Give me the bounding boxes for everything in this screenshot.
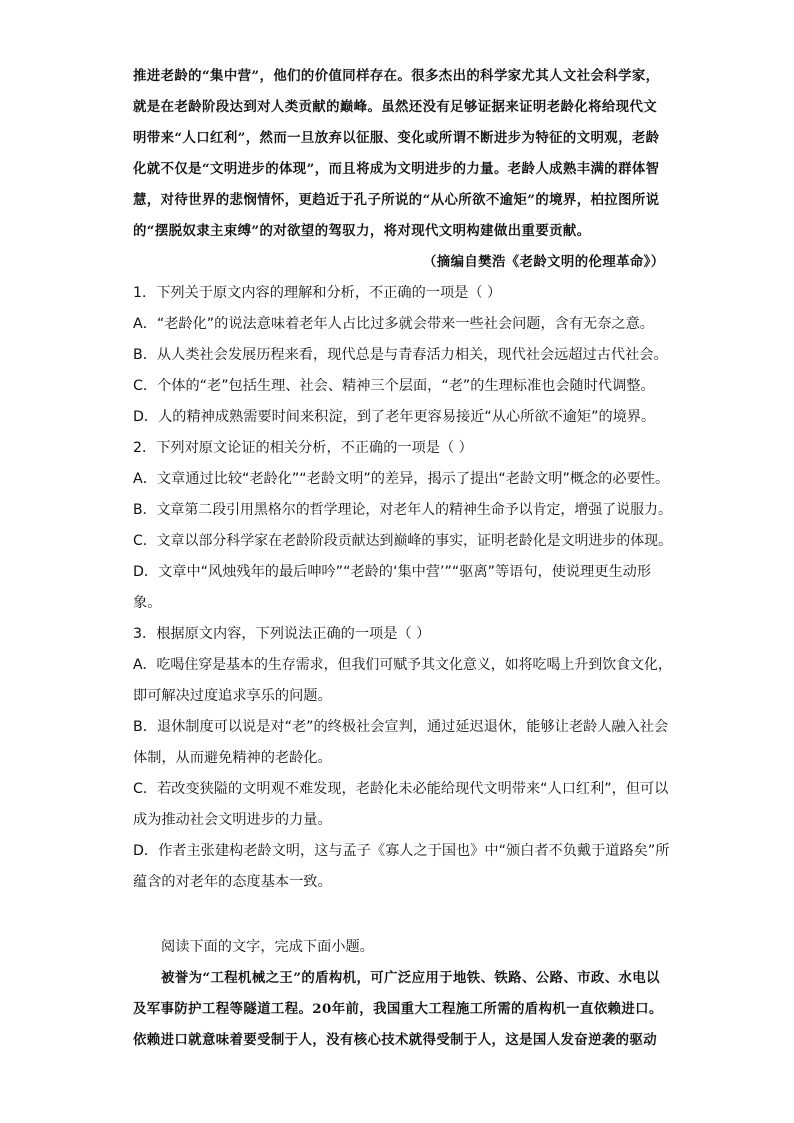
option-a: A．“老龄化”的说法意味着老年人占比过多就会带来一些社会问题，含有无奈之意。: [133, 316, 654, 332]
passage-line: 的“摆脱奴隶主束缚”的对欲望的驾驭力，将对现代文明构建做出重要贡献。: [133, 223, 591, 239]
option-d: D．作者主张建构老龄文明，这与孟子《寡人之于国也》中“颁白者不负戴于道路矣”所: [133, 843, 670, 859]
option-c: C．个体的“老”包括生理、社会、精神三个层面，“老”的生理标准也会随时代调整。: [133, 378, 655, 394]
option-b: B．文章第二段引用黑格尔的哲学理论，对老年人的精神生命予以肯定，增强了说服力。: [133, 502, 672, 518]
option-c: C．若改变狭隘的文明观不难发现，老龄化未必能给现代文明带来“人口红利”，但可以: [133, 781, 669, 797]
passage-line: 化就不仅是“文明进步的体现”，而且将成为文明进步的力量。老龄人成熟丰满的群体智: [133, 161, 660, 177]
question-stem: 3．根据原文内容，下列说法正确的一项是（ ）: [133, 626, 431, 642]
option-c-cont: 成为推动社会文明进步的力量。: [133, 812, 332, 828]
passage-line: 慧，对待世界的悲悯情怀，更趋近于孔子所说的“从心所欲不逾矩”的境界，柏拉图所说: [133, 192, 660, 208]
option-a: A．文章通过比较“老龄化”“老龄文明”的差异，揭示了提出“老龄文明”概念的必要性。: [133, 471, 670, 487]
option-a-cont: 即可解决过度追求享乐的问题。: [133, 688, 332, 704]
option-d: D．文章中“风烛残年的最后呻吟”“老龄的‘集中营’”“驱离”等语句，使说理更生动形: [133, 564, 652, 580]
passage-line: 被誉为“工程机械之王”的盾构机，可广泛应用于地铁、铁路、公路、市政、水电以: [161, 970, 660, 986]
option-b: B．退休制度可以说是对“老”的终极社会宣判，通过延迟退休，能够让老龄人融入社会: [133, 719, 669, 735]
option-d-cont: 象。: [133, 595, 162, 611]
option-d: D．人的精神成熟需要时间来积淀，到了老年更容易接近“从心所欲不逾矩”的境界。: [133, 409, 656, 425]
option-c: C．文章以部分科学家在老龄阶段贡献达到巅峰的事实，证明老龄化是文明进步的体现。: [133, 533, 673, 549]
passage-source: （摘编自樊浩《老龄文明的伦理革命》）: [423, 254, 665, 270]
section-intro: 阅读下面的文字，完成下面小题。: [161, 939, 374, 955]
passage-line: 明带来“人口红利”，然而一旦放弃以征服、变化或所谓不断进步为特征的文明观，老龄: [133, 130, 660, 146]
question-stem: 1．下列关于原文内容的理解和分析，不正确的一项是（ ）: [133, 285, 502, 301]
passage-line: 就是在老龄阶段达到对人类贡献的巅峰。虽然还没有足够证据来证明老龄化将给现代文: [133, 99, 658, 115]
option-b: B．从人类社会发展历程来看，现代总是与青春活力相关，现代社会远超过古代社会。: [133, 347, 668, 363]
passage-line: 及军事防护工程等隧道工程。20年前，我国重大工程施工所需的盾构机一直依赖进口。: [133, 1001, 663, 1017]
option-a: A．吃喝住穿是基本的生存需求，但我们可赋予其文化意义，如将吃喝上升到饮食文化，: [133, 657, 672, 673]
passage-line: 依赖进口就意味着要受制于人，没有核心技术就得受制于人，这是国人发奋逆袭的驱动: [133, 1032, 658, 1048]
option-d-cont: 蕴含的对老年的态度基本一致。: [133, 874, 332, 890]
passage-line: 推进老龄的“集中营”，他们的价值同样存在。很多杰出的科学家尤其人文社会科学家，: [133, 68, 660, 84]
question-stem: 2．下列对原文论证的相关分析，不正确的一项是（ ）: [133, 440, 473, 456]
option-b-cont: 体制，从而避免精神的老龄化。: [133, 750, 332, 766]
